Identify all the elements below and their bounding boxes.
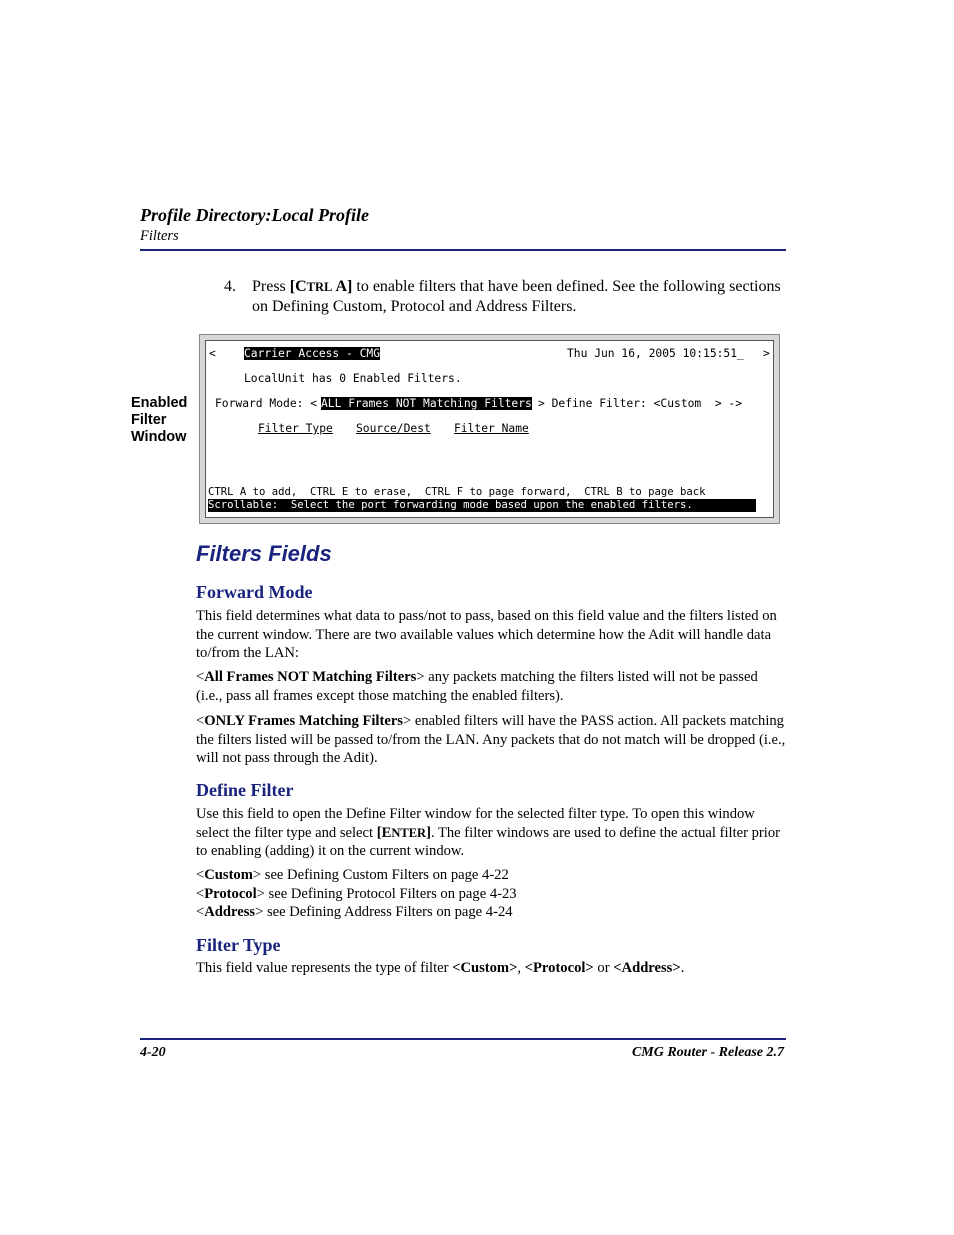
ref-name: Address xyxy=(204,904,256,920)
terminal-col-source-dest: Source/Dest xyxy=(356,422,431,435)
step-text-press: Press xyxy=(252,278,290,295)
side-label-line: Enabled xyxy=(131,395,188,411)
period: . xyxy=(680,960,685,976)
terminal-datetime: Thu Jun 16, 2005 10:15:51_ xyxy=(567,347,744,360)
define-filter-text: . The filter windows are used to define the actual filter prior to enabling (adding) it on the current window. xyxy=(196,824,780,859)
value-address: <Address> xyxy=(613,960,681,976)
ref-text: see Defining Protocol Filters on page 4-23 xyxy=(264,885,517,902)
filter-type-heading: Filter Type xyxy=(196,935,281,955)
page-number: 4-20 xyxy=(140,1045,166,1060)
option-name: ONLY Frames Matching Filters xyxy=(204,713,403,729)
terminal-help-line: CTRL A to add, CTRL E to erase, CTRL F to page forward, CTRL B to page back xyxy=(208,486,706,498)
option-desc: enabled filters will have the PASS action. All packets matching the filters listed will be passed to/from the LAN. Any packets that do not match will be dropped (i.e., will not pass through the Adit). xyxy=(196,713,786,766)
forward-mode-option-1: <All Frames NOT Matching Filters> any packets matching the filters listed will not be passed (i.e., pass all frames except those matching the enabled filters). xyxy=(196,669,758,704)
terminal-forward-mode-label: Forward Mode: < xyxy=(215,397,318,410)
terminal-nav-right: > xyxy=(763,347,770,360)
product-release: CMG Router - Release 2.7 xyxy=(631,1045,784,1060)
terminal-title: Carrier Access - CMG xyxy=(244,347,381,360)
terminal-forward-mode-value[interactable]: ALL Frames NOT Matching Filters xyxy=(321,397,532,410)
ref-address: <Address> see Defining Address Filters on page 4-24 xyxy=(196,904,513,920)
define-filter-intro xyxy=(196,805,786,861)
terminal-col-filter-name: Filter Name xyxy=(454,422,529,435)
define-filter-heading: Define Filter xyxy=(196,780,294,800)
define-filter-refs xyxy=(196,866,786,922)
option-desc: any packets matching the filters listed will not be passed (i.e., pass all frames except those matching the enabled filters). xyxy=(196,669,758,704)
filter-type-text xyxy=(196,959,786,978)
section-title: Filters Fields xyxy=(196,541,332,566)
terminal-screen xyxy=(205,340,774,518)
header-rule xyxy=(140,249,786,251)
option-name: All Frames NOT Matching Filters xyxy=(204,669,417,685)
ref-name: Protocol xyxy=(204,885,257,902)
separator: , xyxy=(517,960,525,976)
step-key: [CTRL A] xyxy=(289,278,353,295)
value-custom: <Custom> xyxy=(452,960,518,976)
terminal-col-filter-type: Filter Type xyxy=(258,422,333,435)
step-text-rest: to enable filters that have been defined. See the following sections on Defining Custom, Protocol and Address Filters. xyxy=(252,278,781,315)
define-filter-text: Use this field to open the Define Filter window for the selected filter type. To open this window select the filter type and select xyxy=(196,806,755,841)
forward-mode-option-2: <ONLY Frames Matching Filters> enabled filters will have the PASS action. All packets matching the filters listed will be passed to/from the LAN. Any packets that do not match will be dropped (i.e., will not pass through the Adit). xyxy=(196,713,786,766)
page-header-title: Profile Directory:Local Profile xyxy=(140,205,369,225)
side-label-line: Filter xyxy=(131,412,167,428)
forward-mode-intro: This field determines what data to pass/not to pass, based on this field value and the filters listed on the current window. There are two available values which determine how the Adit will handle data to/from the LAN: xyxy=(196,608,777,661)
ref-custom: <Custom> see Defining Custom Filters on page 4-22 xyxy=(196,867,509,883)
footer-rule xyxy=(140,1038,786,1040)
ref-text: see Defining Address Filters on page 4-24 xyxy=(263,904,513,920)
ref-name: Custom xyxy=(204,867,253,883)
terminal-nav-left: < xyxy=(209,347,216,360)
forward-mode-heading: Forward Mode xyxy=(196,582,313,602)
ref-protocol: <Protocol> see Defining Protocol Filters on page 4-23 xyxy=(196,885,517,902)
side-label-line: Window xyxy=(131,429,187,445)
separator: or xyxy=(593,960,614,976)
ref-text: see Defining Custom Filters on page 4-22 xyxy=(261,867,509,883)
step-4 xyxy=(224,277,784,317)
terminal-status-line: Scrollable: Select the port forwarding mode based upon the enabled filters. xyxy=(208,499,756,512)
enter-key: [ENTER] xyxy=(376,824,431,841)
filter-type-desc: This field value represents the type of filter xyxy=(196,960,453,976)
page-header-subtitle: Filters xyxy=(140,228,179,244)
terminal-enabled-count: LocalUnit has 0 Enabled Filters. xyxy=(244,372,462,385)
figure-side-label xyxy=(131,395,187,446)
step-number: 4. xyxy=(224,278,236,295)
terminal-define-filter[interactable]: > Define Filter: <Custom > -> xyxy=(538,397,743,410)
value-protocol: <Protocol> xyxy=(524,960,594,976)
